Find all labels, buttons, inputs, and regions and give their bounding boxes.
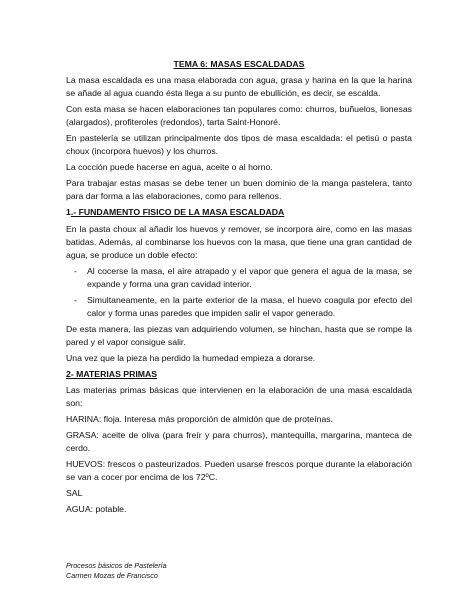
intro-paragraph-5: Para trabajar estas masas se debe tener un buen dominio de la manga pastelera, tanto para dar forma a las elaboraciones, como para rellenos. <box>66 178 412 202</box>
ingredient-harina: HARINA: floja. Interesa más proporción de almidón que de proteínas. <box>66 414 334 425</box>
section-2-paragraph-1: Las materias primas básicas que intervienen en la elaboración de una masa escaldada son: <box>66 385 412 409</box>
ingredient-grasa: GRASA: aceite de oliva (para freír y para churros), mantequilla, margarina, manteca de cerdo. <box>66 430 412 454</box>
bullet-text: Simultaneamente, en la parte exterior de la masa, el huevo coagula por efecto del calor y forma unas paredes que impiden salir el vapor generado. <box>87 294 412 318</box>
page-footer <box>66 561 167 582</box>
section-1-heading <box>66 206 412 219</box>
ingredient-agua: AGUA: potable. <box>66 504 127 515</box>
bullet-item <box>66 265 412 291</box>
section-2-heading <box>66 368 412 381</box>
bullet-mark: - <box>74 265 77 276</box>
bullet-text: Al cocerse la masa, el aire atrapado y el vapor que genera el agua de la masa, se expande y forma una gran cavidad interior. <box>87 265 412 289</box>
document-title: TEMA 6: MASAS ESCALDADAS <box>173 59 305 69</box>
section-2-title: 2- MATERIAS PRIMAS <box>66 368 158 379</box>
intro-paragraph-2: Con esta masa se hacen elaboraciones tan populares como: churros, buñuelos, lionesas (alargados), profiteroles (redondos), tarta Saint-Honoré. <box>66 104 412 128</box>
intro-paragraph-4: La cocción puede hacerse en agua, aceite o al horno. <box>66 162 273 173</box>
section-1-number: 1 <box>66 207 71 218</box>
bullet-item <box>66 294 412 320</box>
ingredient-huevos: HUEVOS: frescos o pasteurizados. Pueden usarse frescos porque durante la elaboración se van a cocer por encima de los 72ºC. <box>66 459 412 483</box>
section-1-after-paragraph-2: Una vez que la pieza ha perdido la humedad empieza a dorarse. <box>66 352 316 363</box>
section-1-title: .- FUNDAMENTO FISICO DE LA MASA ESCALDADA <box>70 207 285 218</box>
footer-line-1: Procesos básicos de Pastelería <box>66 561 167 570</box>
section-1-paragraph: En la pasta choux al añadir los huevos y remover, se incorpora aire, como en las masas batidas. Además, al combinarse los huevos con la masa, que tiene una gran cantidad de agua, se produce un doble efecto: <box>66 223 412 260</box>
section-1-after-paragraph-1: De esta manera, las piezas van adquiriendo volumen, se hinchan, hasta que se rompe la pared y el vapor consigue salir. <box>66 323 412 347</box>
footer-line-2: Carmen Mozas de Francisco <box>66 571 158 581</box>
bullet-mark: - <box>74 294 77 305</box>
ingredient-sal: SAL <box>66 488 83 499</box>
intro-paragraph-3: En pastelería se utilizan principalmente dos tipos de masa escaldada: el petisú o pasta choux (incorpora huevos) y los churros. <box>66 133 412 157</box>
intro-paragraph-1: La masa escaldada es una masa elaborada con agua, grasa y harina en la que la harina se añade al agua cuando ésta llega a su punto de ebullición, es decir, se escalda. <box>66 75 412 99</box>
page-content <box>66 58 412 519</box>
